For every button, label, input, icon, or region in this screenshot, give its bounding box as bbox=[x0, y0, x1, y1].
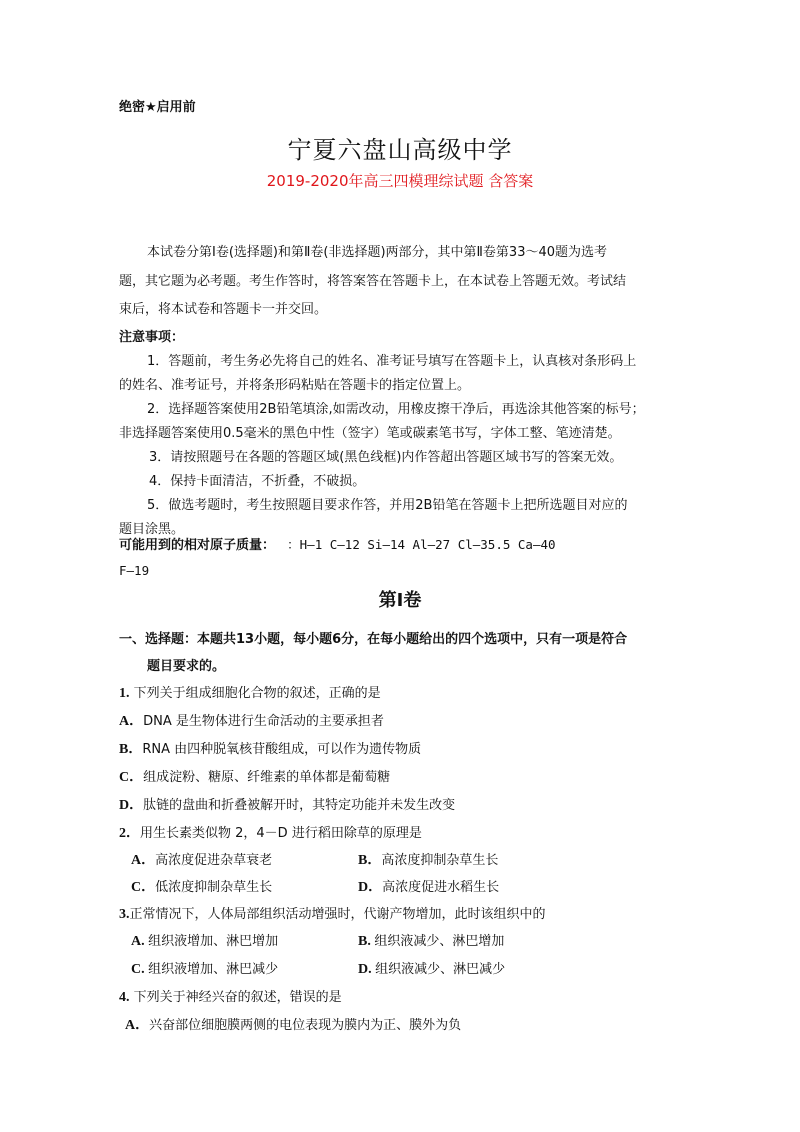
question-3-option-d bbox=[358, 958, 505, 978]
option-text: 组织液减少、淋巴增加 bbox=[374, 934, 505, 949]
classification-label: 绝密★启用前 bbox=[119, 100, 196, 115]
notes-heading: 注意事项： bbox=[119, 330, 185, 345]
option-text: 组织液增加、淋巴减少 bbox=[148, 962, 279, 977]
atomic-mass-line bbox=[119, 534, 556, 553]
option-text: 肽链的盘曲和折叠被解开时，其特定功能并未发生改变 bbox=[143, 798, 456, 813]
section-1-line-1: 一、选择题：本题共13小题，每小题6分，在每小题给出的四个选项中，只有一项是符合 bbox=[119, 632, 628, 647]
exam-title: 2019-2020年高三四模理综试题 含答案 bbox=[266, 172, 534, 190]
note-5-line-2: 题目涂黑。 bbox=[119, 522, 185, 537]
question-4-stem bbox=[119, 986, 342, 1006]
option-letter: A． bbox=[119, 714, 144, 729]
question-3-option-a bbox=[131, 930, 278, 950]
option-letter: D． bbox=[358, 880, 383, 895]
question-text: 下列关于神经兴奋的叙述，错误的是 bbox=[133, 990, 342, 1005]
option-letter: D． bbox=[119, 798, 144, 813]
question-number: 2． bbox=[119, 826, 140, 841]
question-text: 正常情况下，人体局部组织活动增强时，代谢产物增加，此时该组织中的 bbox=[129, 907, 546, 922]
intro-line-1: 本试卷分第Ⅰ卷(选择题)和第Ⅱ卷(非选择题)两部分，其中第Ⅱ卷第33～40题为选考 bbox=[147, 245, 608, 260]
option-letter: C. bbox=[131, 962, 149, 977]
option-letter: B． bbox=[119, 742, 143, 757]
question-1-option-a bbox=[119, 710, 384, 730]
option-text: 低浓度抑制杂草生长 bbox=[155, 880, 273, 895]
question-3-option-b bbox=[358, 930, 504, 950]
question-1-option-b bbox=[119, 738, 421, 758]
intro-line-2: 题，其它题为必考题。考生作答时，将答案答在答题卡上，在本试卷上答题无效。考试结 bbox=[119, 274, 627, 289]
atomic-mass-values: ：H—1 C—12 Si—14 Al—27 Cl—35.5 Ca—40 bbox=[287, 537, 556, 552]
option-text: RNA 由四种脱氧核苷酸组成，可以作为遗传物质 bbox=[142, 742, 422, 757]
atomic-mass-values-2: F—19 bbox=[119, 563, 150, 578]
question-1-option-c bbox=[119, 766, 390, 786]
note-1-line-2: 的姓名、准考证号，并将条形码粘贴在答题卡的指定位置上。 bbox=[119, 378, 471, 393]
intro-line-3: 束后，将本试卷和答题卡一并交回。 bbox=[119, 302, 328, 317]
question-text: 用生长素类似物 2，4－D 进行稻田除草的原理是 bbox=[140, 826, 422, 841]
note-5-line-1: 5．做选考题时，考生按照题目要求作答，并用2B铅笔在答题卡上把所选题目对应的 bbox=[147, 498, 628, 513]
option-text: 组织液减少、淋巴减少 bbox=[375, 962, 506, 977]
option-letter: B． bbox=[358, 853, 382, 868]
question-3-stem bbox=[119, 903, 546, 923]
question-3-option-c bbox=[131, 958, 278, 978]
option-text: 组织液增加、淋巴增加 bbox=[148, 934, 279, 949]
option-letter: B. bbox=[358, 934, 375, 949]
option-letter: D. bbox=[358, 962, 376, 977]
option-letter: C． bbox=[119, 770, 144, 785]
question-number: 1. bbox=[119, 686, 130, 701]
volume-title: 第Ⅰ卷 bbox=[378, 590, 422, 611]
question-number: 3. bbox=[119, 907, 130, 922]
note-4: 4．保持卡面清洁，不折叠，不破损。 bbox=[149, 474, 366, 489]
question-2-option-c bbox=[131, 876, 272, 896]
section-1-line-2: 题目要求的。 bbox=[147, 659, 226, 674]
question-2-stem bbox=[119, 822, 422, 842]
option-letter: A. bbox=[131, 934, 149, 949]
question-4-option-a bbox=[125, 1014, 461, 1034]
option-text: 高浓度促进杂草衰老 bbox=[155, 853, 273, 868]
option-text: 高浓度促进水稻生长 bbox=[382, 880, 500, 895]
note-3: 3．请按照题号在各题的答题区域(黑色线框)内作答超出答题区域书写的答案无效。 bbox=[149, 450, 623, 465]
note-1-line-1: 1．答题前，考生务必先将自己的姓名、准考证号填写在答题卡上，认真核对条形码上 bbox=[147, 354, 637, 369]
question-1-option-d bbox=[119, 794, 455, 814]
question-2-option-a bbox=[131, 849, 272, 869]
note-2-line-1: 2．选择题答案使用2B铅笔填涂,如需改动，用橡皮擦干净后，再选涂其他答案的标号； bbox=[147, 402, 645, 417]
question-2-option-d bbox=[358, 876, 499, 896]
note-2-line-2: 非选择题答案使用0.5毫米的黑色中性（签字）笔或碳素笔书写，字体工整、笔迹清楚。 bbox=[119, 426, 621, 441]
atomic-mass-label: 可能用到的相对原子质量： bbox=[119, 538, 276, 553]
option-letter: C． bbox=[131, 880, 156, 895]
question-1-stem bbox=[119, 682, 381, 702]
option-text: DNA 是生物体进行生命活动的主要承担者 bbox=[143, 714, 384, 729]
question-2-option-b bbox=[358, 849, 498, 869]
school-title: 宁夏六盘山高级中学 bbox=[287, 136, 513, 164]
option-letter: A． bbox=[131, 853, 156, 868]
option-text: 高浓度抑制杂草生长 bbox=[381, 853, 499, 868]
question-number: 4. bbox=[119, 990, 130, 1005]
option-letter: A． bbox=[125, 1018, 150, 1033]
question-text: 下列关于组成细胞化合物的叙述，正确的是 bbox=[133, 686, 381, 701]
option-text: 组成淀粉、糖原、纤维素的单体都是葡萄糖 bbox=[143, 770, 391, 785]
option-text: 兴奋部位细胞膜两侧的电位表现为膜内为正、膜外为负 bbox=[149, 1018, 462, 1033]
